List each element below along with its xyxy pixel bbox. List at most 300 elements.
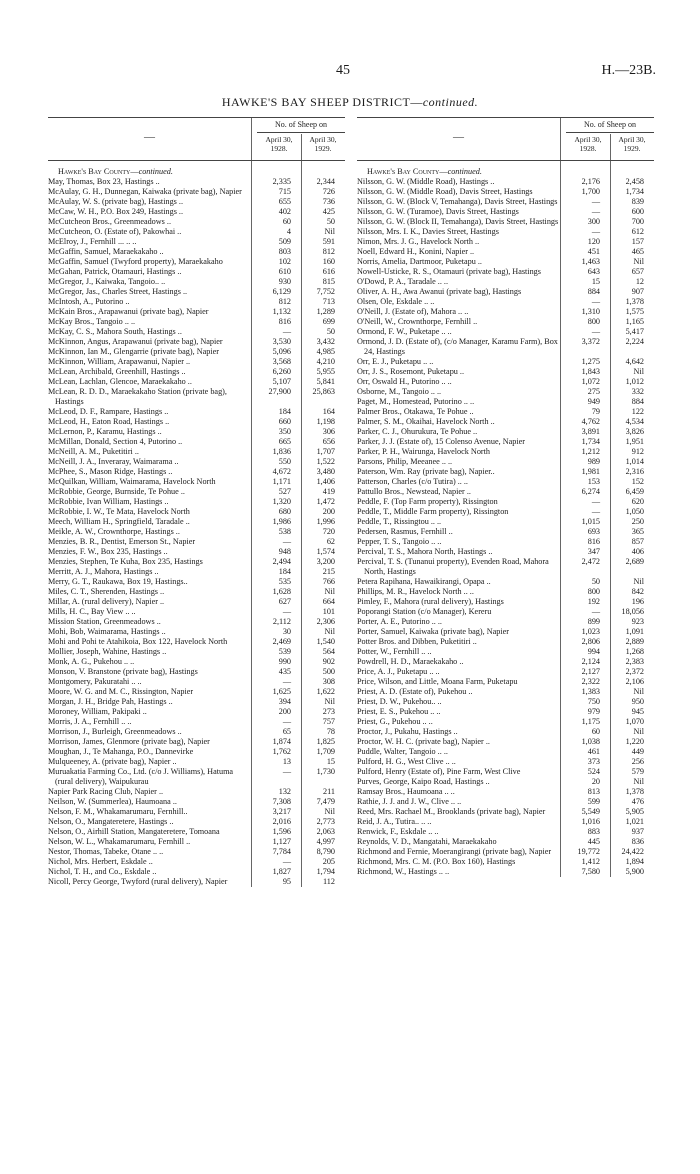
- count-1929: 3,432: [316, 337, 335, 346]
- owner-name: Priest, G., Pukehou .. ..: [357, 717, 433, 726]
- count-1928: —: [591, 607, 600, 616]
- owner-name: Potter, W., Fernhill .. ..: [357, 647, 432, 656]
- owner-name: McKinnon, William, Arapawanui, Napier ..: [48, 357, 191, 366]
- count-1928: 660: [278, 417, 291, 426]
- count-1928: 693: [587, 527, 600, 536]
- owner-name: Nestor, Thomas, Tabeke, Otane .. ..: [48, 847, 164, 856]
- count-1928: 1,986: [272, 517, 291, 526]
- count-1929: 15: [326, 757, 335, 766]
- count-1928: 800: [587, 317, 600, 326]
- owner-name: Paget, M., Homestead, Putorino .. ..: [357, 397, 475, 406]
- owner-name: Percival, T. S. (Tunanui property), Evenden Road, Mahora North, Hastings: [357, 557, 549, 576]
- count-1928: 1,023: [581, 627, 600, 636]
- owner-name: Nichol, T. H., and Co., Eskdale ..: [48, 867, 157, 876]
- owner-name: McLean, Lachlan, Glencoe, Maraekakaho ..: [48, 377, 192, 386]
- count-1929: 332: [631, 387, 644, 396]
- owner-name: McCaw, W. H., P.O. Box 249, Hastings ..: [48, 207, 184, 216]
- count-1928: 655: [278, 197, 291, 206]
- owner-name: Richmond, Mrs. C. M. (P.O. Box 160), Hastings: [357, 857, 516, 866]
- count-1929: 700: [631, 217, 644, 226]
- owner-name: Millar, A. (rural delivery), Napier ..: [48, 597, 165, 606]
- count-1929: 1,378: [625, 297, 644, 306]
- owner-name: McNeill, A. M., Puketitiri ..: [48, 447, 139, 456]
- count-1928: 394: [278, 697, 291, 706]
- count-1929: Nil: [324, 587, 335, 596]
- count-1928: 1,463: [581, 257, 600, 266]
- count-1928: —: [282, 677, 291, 686]
- count-1928: 95: [282, 877, 291, 886]
- owner-name: Price, Wilson, and Little, Moana Farm, Puketapu: [357, 677, 518, 686]
- count-1928: 1,734: [581, 437, 600, 446]
- count-1929: 1,996: [316, 517, 335, 526]
- count-1928: 1,596: [272, 827, 291, 836]
- owner-name: Nilsson, G. W. (Middle Road), Davis Street, Hastings: [357, 187, 533, 196]
- count-1928: 6,274: [581, 487, 600, 496]
- count-1929: Nil: [633, 777, 644, 786]
- count-1928: 192: [587, 597, 600, 606]
- count-1929: 5,417: [625, 327, 644, 336]
- count-1928: 627: [278, 597, 291, 606]
- count-1929: 616: [322, 267, 335, 276]
- count-1929: 500: [322, 667, 335, 676]
- count-1929: 1,165: [625, 317, 644, 326]
- owner-name: Merry, G. T., Raukawa, Box 19, Hastings..: [48, 577, 188, 586]
- count-1928: 1,320: [272, 497, 291, 506]
- count-1928: 1,762: [272, 747, 291, 756]
- count-1928: —: [591, 227, 600, 236]
- owner-name: Napier Park Racing Club, Napier ..: [48, 787, 164, 796]
- owner-name: Nelson, O., Mangateretere, Hastings ..: [48, 817, 174, 826]
- count-1929: 600: [631, 207, 644, 216]
- count-1929: 1,220: [625, 737, 644, 746]
- count-1929: 256: [631, 757, 644, 766]
- count-1928: 812: [278, 297, 291, 306]
- count-1929: 308: [322, 677, 335, 686]
- owner-name: Moore, W. G. and M. C., Rissington, Napier: [48, 687, 194, 696]
- owner-name: Price, A. J., Puketapu .. ..: [357, 667, 440, 676]
- title-main: HAWKE'S BAY SHEEP DISTRICT—: [221, 95, 423, 109]
- count-1928: 550: [278, 457, 291, 466]
- owner-name: Meech, William H., Springfield, Taradale ..: [48, 517, 190, 526]
- owner-name: Nilsson, Mrs. I. K., Davies Street, Hastings: [357, 227, 499, 236]
- count-1928: —: [591, 327, 600, 336]
- owner-name: Noell, Edward H., Konini, Napier ..: [357, 247, 475, 256]
- owner-name: Ramsay Bros., Haumoana .. ..: [357, 787, 455, 796]
- document-reference: H.—23B.: [601, 63, 656, 78]
- owner-name: Patterson, Charles (c/o Tutira) .. ..: [357, 477, 468, 486]
- owner-name: Moughan, J., Te Mahanga, P.O., Dannevirke: [48, 747, 194, 756]
- owner-name: McKain Bros., Arapawanui (private bag), Napier: [48, 307, 209, 316]
- count-1929: 757: [322, 717, 335, 726]
- count-1929: 200: [322, 507, 335, 516]
- owner-name: Reid, J. A., Tutira.. .. ..: [357, 817, 432, 826]
- count-1928: 989: [587, 457, 600, 466]
- count-1928: 7,580: [581, 867, 600, 876]
- owner-name: McGaffin, Samuel (Twyford property), Maraekakaho: [48, 257, 223, 266]
- owner-name: McGaffin, Samuel, Maraekakaho ..: [48, 247, 164, 256]
- count-1929: Nil: [324, 227, 335, 236]
- count-1929: 1,014: [625, 457, 644, 466]
- owner-name: Mohi, Bob, Waimarama, Hastings ..: [48, 627, 166, 636]
- count-1928: 3,530: [272, 337, 291, 346]
- count-1928: 132: [278, 787, 291, 796]
- owner-name: Phillips, M. R., Havelock North .. ..: [357, 587, 474, 596]
- count-1929: 425: [322, 207, 335, 216]
- owner-name: May, Thomas, Box 23, Hastings ..: [48, 177, 160, 186]
- owner-name: Palmer Bros., Otakawa, Te Pohue ..: [357, 407, 474, 416]
- count-1928: 979: [587, 707, 600, 716]
- owner-name: Menzies, Stephen, Te Kuha, Box 235, Hastings: [48, 557, 203, 566]
- count-1929: 1,951: [625, 437, 644, 446]
- count-1928: —: [282, 717, 291, 726]
- count-1928: 899: [587, 617, 600, 626]
- count-1928: 30: [282, 627, 291, 636]
- count-1929: 1,707: [316, 447, 335, 456]
- owner-name: Nowell-Usticke, R. S., Otamauri (private bag), Hastings: [357, 267, 541, 276]
- name-column-header: —: [144, 131, 155, 143]
- count-1928: 1,016: [581, 817, 600, 826]
- count-1929: 122: [631, 407, 644, 416]
- count-1929: 664: [322, 597, 335, 606]
- count-1928: 2,176: [581, 177, 600, 186]
- owner-name: Orr, E. J., Puketapu .. ..: [357, 357, 434, 366]
- owner-name: McAulay, G. H., Dunnegan, Kaiwaka (private bag), Napier: [48, 187, 242, 196]
- owner-name: Olsen, Ole, Eskdale .. ..: [357, 297, 435, 306]
- owner-name: McLean, R. D. D., Maraekakaho Station (private bag), Hastings: [48, 387, 227, 406]
- count-1928: 1,383: [581, 687, 600, 696]
- count-1928: 50: [591, 577, 600, 586]
- count-1928: 1,275: [581, 357, 600, 366]
- count-1929: 1,021: [625, 817, 644, 826]
- count-1929: 160: [322, 257, 335, 266]
- count-1928: 2,494: [272, 557, 291, 566]
- count-1929: 8,790: [316, 847, 335, 856]
- owner-name: Poporangi Station (c/o Manager), Kereru: [357, 607, 492, 616]
- owner-name: Pattullo Bros., Newstead, Napier ..: [357, 487, 471, 496]
- count-1928: 883: [587, 827, 600, 836]
- count-1928: 665: [278, 437, 291, 446]
- count-1928: —: [282, 327, 291, 336]
- count-1928: 948: [278, 547, 291, 556]
- owner-name: McQuilkan, William, Waimarama, Havelock North: [48, 477, 216, 486]
- count-1929: 857: [631, 537, 644, 546]
- owner-name: O'Neill, W., Crownthorpe, Fernhill ..: [357, 317, 478, 326]
- count-1929: 157: [631, 237, 644, 246]
- count-1928: 184: [278, 567, 291, 576]
- count-1928: 6,260: [272, 367, 291, 376]
- count-1928: 930: [278, 277, 291, 286]
- count-1928: 715: [278, 187, 291, 196]
- count-1928: 1,625: [272, 687, 291, 696]
- count-1929: 1,894: [625, 857, 644, 866]
- count-1929: 12: [635, 277, 644, 286]
- page-number: 45: [336, 63, 350, 78]
- count-1929: 5,900: [625, 867, 644, 876]
- count-1928: 509: [278, 237, 291, 246]
- count-1928: 6,129: [272, 287, 291, 296]
- owner-name: Oliver, A. H., Awa Awanui (private bag), Hastings: [357, 287, 522, 296]
- count-1928: —: [591, 497, 600, 506]
- owner-name: McLernon, P., Karamu, Hastings ..: [48, 427, 162, 436]
- count-1929: 842: [631, 587, 644, 596]
- owner-name: McGahan, Patrick, Otamauri, Hastings ..: [48, 267, 182, 276]
- count-1928: 1,212: [581, 447, 600, 456]
- owner-name: Miles, C. T., Sherenden, Hastings ..: [48, 587, 165, 596]
- owner-name: Morris, J. A., Fernhill .. ..: [48, 717, 132, 726]
- count-1929: 2,689: [625, 557, 644, 566]
- count-1928: 2,127: [581, 667, 600, 676]
- count-1928: 1,628: [272, 587, 291, 596]
- count-1929: 815: [322, 277, 335, 286]
- owner-name: Pimley, F., Mahora (rural delivery), Hastings: [357, 597, 504, 606]
- owner-name: Mohi and Pohi te Atahikoia, Box 122, Havelock North: [48, 637, 228, 646]
- count-1929: 2,889: [625, 637, 644, 646]
- owner-name: Mission Station, Greenmeadows ..: [48, 617, 161, 626]
- count-1929: 1,734: [625, 187, 644, 196]
- count-1929: 1,198: [316, 417, 335, 426]
- count-1928: 816: [587, 537, 600, 546]
- owner-name: Norris, Amelia, Dartmoor, Puketapu ..: [357, 257, 482, 266]
- owner-name: Monson, V. Branstone (private bag), Hastings: [48, 667, 198, 676]
- owner-name: Nicoll, Percy George, Twyford (rural delivery), Napier: [48, 877, 228, 886]
- count-1929: Nil: [633, 577, 644, 586]
- count-1929: 215: [322, 567, 335, 576]
- count-1929: 902: [322, 657, 335, 666]
- count-1929: 1,289: [316, 307, 335, 316]
- owner-name: McLeod, D. F., Rampare, Hastings ..: [48, 407, 169, 416]
- count-1929: 205: [322, 857, 335, 866]
- count-1928: 7,784: [272, 847, 291, 856]
- count-1929: 419: [322, 487, 335, 496]
- right-table-body: [357, 161, 654, 877]
- count-1928: 350: [278, 427, 291, 436]
- count-1928: 3,217: [272, 807, 291, 816]
- count-1929: 1,794: [316, 867, 335, 876]
- count-1928: 373: [587, 757, 600, 766]
- owner-name: McIntosh, A., Putorino ..: [48, 297, 130, 306]
- count-1929: 1,622: [316, 687, 335, 696]
- owner-name: Moroney, William, Pakipaki ..: [48, 707, 147, 716]
- count-1928: 884: [587, 287, 600, 296]
- sheep-count-header: No. of Sheep on: [566, 120, 654, 133]
- owner-name: Richmond and Fernie, Moerangirangi (private bag), Napier: [357, 847, 552, 856]
- owner-name: McRobbie, George, Burnside, Te Pohue ..: [48, 487, 185, 496]
- owner-name: Reynolds, V. D., Mangatahi, Maraekakaho: [357, 837, 497, 846]
- owner-name: Menzies, B. R., Dentist, Emerson St., Napier: [48, 537, 196, 546]
- owner-name: Powdrell, H. D., Maraekakaho ..: [357, 657, 464, 666]
- count-1929: 365: [631, 527, 644, 536]
- owner-name: McRobbie, I. W., Te Mata, Havelock North: [48, 507, 190, 516]
- count-1929: 564: [322, 647, 335, 656]
- count-1928: —: [591, 197, 600, 206]
- count-1929: 3,826: [625, 427, 644, 436]
- county-name: Hawke's Bay County—: [367, 167, 448, 176]
- owner-name: Peddle, T., Middle Farm property), Rissington: [357, 507, 509, 516]
- owner-name: Nimon, Mrs. J. G., Havelock North ..: [357, 237, 480, 246]
- count-1928: 610: [278, 267, 291, 276]
- owner-name: Monk, A. G., Pukehou .. ..: [48, 657, 135, 666]
- count-1928: 1,412: [581, 857, 600, 866]
- count-1928: 680: [278, 507, 291, 516]
- count-1928: 1,874: [272, 737, 291, 746]
- count-1928: 1,310: [581, 307, 600, 316]
- count-1929: 4,642: [625, 357, 644, 366]
- owner-name: Proctor, J., Pukahu, Hastings ..: [357, 727, 458, 736]
- count-1929: 101: [322, 607, 335, 616]
- count-1928: 1,827: [272, 867, 291, 876]
- count-1929: 112: [323, 877, 335, 886]
- count-1929: 152: [631, 477, 644, 486]
- count-1929: 591: [322, 237, 335, 246]
- count-1929: 7,752: [316, 287, 335, 296]
- owner-name: Pepper, T. S., Tangoio .. ..: [357, 537, 442, 546]
- count-1929: Nil: [633, 257, 644, 266]
- count-1928: 4,672: [272, 467, 291, 476]
- owner-name: Pulford, H. G., West Clive .. ..: [357, 757, 456, 766]
- owner-name: Purves, George, Kaipo Road, Hastings ..: [357, 777, 490, 786]
- count-1929: 2,063: [316, 827, 335, 836]
- count-1928: 538: [278, 527, 291, 536]
- count-1929: 78: [326, 727, 335, 736]
- count-1929: 2,106: [625, 677, 644, 686]
- count-1929: 726: [322, 187, 335, 196]
- count-1929: 884: [631, 397, 644, 406]
- count-1929: 1,050: [625, 507, 644, 516]
- count-1928: 1,700: [581, 187, 600, 196]
- count-1929: 196: [631, 597, 644, 606]
- count-1928: —: [591, 507, 600, 516]
- owner-name: Meikle, A. W., Crownthorpe, Hastings ..: [48, 527, 180, 536]
- count-1929: 713: [322, 297, 335, 306]
- count-1929: 476: [631, 797, 644, 806]
- count-1929: 836: [631, 837, 644, 846]
- count-1929: 1,378: [625, 787, 644, 796]
- count-1929: 5,841: [316, 377, 335, 386]
- count-1929: 1,709: [316, 747, 335, 756]
- count-1929: 2,773: [316, 817, 335, 826]
- count-1928: —: [591, 207, 600, 216]
- count-1929: 4,534: [625, 417, 644, 426]
- count-1928: 60: [282, 217, 291, 226]
- count-1929: Nil: [324, 627, 335, 636]
- owner-name: Paterson, Wm. Ray (private bag), Napier..: [357, 467, 495, 476]
- count-1929: 766: [322, 577, 335, 586]
- count-1929: 2,344: [316, 177, 335, 186]
- count-1928: 102: [278, 257, 291, 266]
- count-1929: 4,985: [316, 347, 335, 356]
- count-1929: 1,825: [316, 737, 335, 746]
- owner-name: McPhee, S., Mason Ridge, Hastings ..: [48, 467, 173, 476]
- count-1928: 524: [587, 767, 600, 776]
- count-1929: 250: [631, 517, 644, 526]
- count-1928: 300: [587, 217, 600, 226]
- count-1928: 1,843: [581, 367, 600, 376]
- col-1929-header: April 30, 1929.: [309, 135, 337, 153]
- count-1929: Nil: [324, 697, 335, 706]
- count-1928: —: [282, 607, 291, 616]
- count-1928: 7,308: [272, 797, 291, 806]
- count-1929: 612: [631, 227, 644, 236]
- count-1929: 937: [631, 827, 644, 836]
- sheep-count-header: No. of Sheep on: [257, 120, 345, 133]
- count-1929: 1,574: [316, 547, 335, 556]
- count-1929: 50: [326, 217, 335, 226]
- count-1928: 5,107: [272, 377, 291, 386]
- count-1928: 1,127: [272, 837, 291, 846]
- count-1928: 200: [278, 707, 291, 716]
- count-1929: 2,458: [625, 177, 644, 186]
- owner-name: Parker, J. J. (Estate of), 15 Colenso Avenue, Napier: [357, 437, 526, 446]
- count-1928: 803: [278, 247, 291, 256]
- left-table-body: [48, 161, 345, 887]
- count-1929: 950: [631, 697, 644, 706]
- owner-name: Menzies, F. W., Box 235, Hastings ..: [48, 547, 168, 556]
- count-1928: 1,132: [272, 307, 291, 316]
- owner-name: Puddle, Walter, Tangoio .. ..: [357, 747, 448, 756]
- count-1928: 5,549: [581, 807, 600, 816]
- title-continued: continued.: [422, 95, 479, 109]
- count-1928: 184: [278, 407, 291, 416]
- right-table-header: [357, 117, 654, 161]
- owner-name: McLean, Archibald, Greenhill, Hastings ..: [48, 367, 186, 376]
- owner-name: Muruakatia Farming Co., Ltd. (c/o J. Williams), Hatuma (rural delivery), Waipukurau: [48, 767, 234, 786]
- owner-name: Montgomery, Pakuratahi .. ..: [48, 677, 142, 686]
- count-1928: 1,175: [581, 717, 600, 726]
- count-1929: 1,406: [316, 477, 335, 486]
- owner-name: Pulford, Henry (Estate of), Pine Farm, West Clive: [357, 767, 521, 776]
- count-1928: 949: [587, 397, 600, 406]
- count-1929: 907: [631, 287, 644, 296]
- count-1928: 2,322: [581, 677, 600, 686]
- count-1929: 1,091: [625, 627, 644, 636]
- count-1929: 1,472: [316, 497, 335, 506]
- owner-name: Porter, A. E., Putorino .. ..: [357, 617, 442, 626]
- count-1928: 2,806: [581, 637, 600, 646]
- count-1929: 579: [631, 767, 644, 776]
- count-1928: —: [282, 857, 291, 866]
- count-1928: 153: [587, 477, 600, 486]
- count-1928: 435: [278, 667, 291, 676]
- count-1928: 990: [278, 657, 291, 666]
- owner-name: Nelson, W. L., Whakamarumaru, Fernhill ..: [48, 837, 191, 846]
- count-1929: 945: [631, 707, 644, 716]
- owner-name: Orr, Oswald H., Putorino .. ..: [357, 377, 452, 386]
- count-1928: —: [282, 767, 291, 776]
- count-1929: 2,372: [625, 667, 644, 676]
- count-1929: Nil: [633, 367, 644, 376]
- count-1928: 816: [278, 317, 291, 326]
- count-1929: 2,316: [625, 467, 644, 476]
- count-1929: 5,955: [316, 367, 335, 376]
- count-1929: 1,540: [316, 637, 335, 646]
- owner-name: McGregor, J., Kaiwaka, Tangoio.. ..: [48, 277, 166, 286]
- owner-name: Rathie, J. J. and J. W., Clive .. ..: [357, 797, 462, 806]
- count-1929: Nil: [324, 807, 335, 816]
- count-1929: 465: [631, 247, 644, 256]
- count-1928: 800: [587, 587, 600, 596]
- count-1929: 1,012: [625, 377, 644, 386]
- count-1928: 60: [591, 727, 600, 736]
- count-1929: 62: [326, 537, 335, 546]
- count-1929: 656: [322, 437, 335, 446]
- count-1929: 4,997: [316, 837, 335, 846]
- count-1929: 406: [631, 547, 644, 556]
- count-1928: 3,568: [272, 357, 291, 366]
- col-1928-header: April 30, 1928.: [574, 135, 602, 153]
- owner-name: Mollier, Joseph, Wahine, Hastings ..: [48, 647, 167, 656]
- owner-name: Nilsson, G. W. (Turamoe), Davis Street, Hastings: [357, 207, 519, 216]
- count-1928: 2,335: [272, 177, 291, 186]
